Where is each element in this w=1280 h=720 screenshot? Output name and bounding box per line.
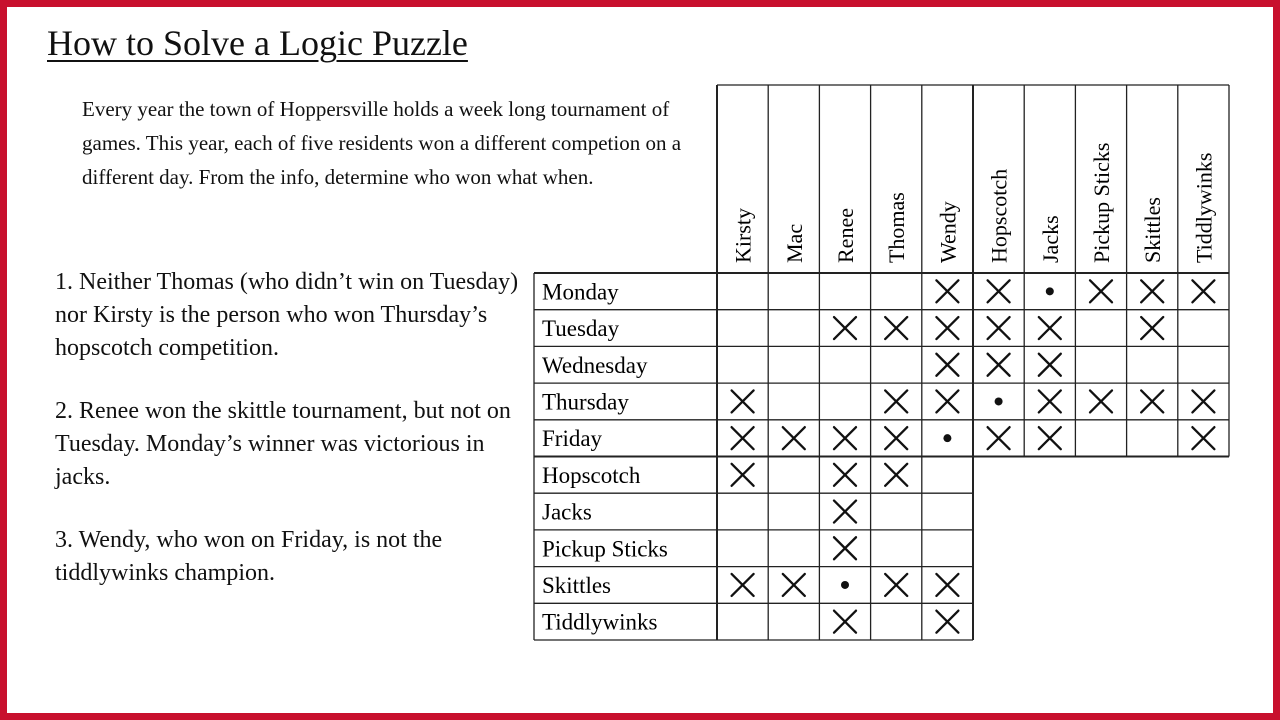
x-mark [834, 427, 856, 449]
x-mark [988, 427, 1010, 449]
puzzle-intro: Every year the town of Hoppersville holds a week long tournament of games. This year, each of five residents won a different competion on a different day. From the info, determine who won what when. [82, 97, 682, 189]
row-label-tiddlywinks: Tiddlywinks [542, 609, 658, 635]
column-labels [731, 143, 1217, 263]
clue-3: 3. Wendy, who won on Friday, is not the tiddlywinks champion. [55, 527, 443, 586]
x-mark [885, 574, 907, 596]
x-mark [1141, 280, 1163, 302]
x-mark [885, 317, 907, 339]
x-mark [1039, 317, 1061, 339]
row-label-pickup-sticks: Pickup Sticks [542, 536, 668, 562]
row-label-thursday: Thursday [542, 389, 629, 415]
row-label-monday: Monday [542, 279, 619, 305]
x-mark [1192, 390, 1214, 412]
x-mark [834, 464, 856, 486]
x-mark [1192, 280, 1214, 302]
row-label-tuesday: Tuesday [542, 316, 620, 342]
x-mark [936, 611, 958, 633]
x-mark [885, 427, 907, 449]
grid-marks [732, 280, 1215, 632]
x-mark [885, 464, 907, 486]
dot-mark [995, 397, 1003, 405]
clue-1: 1. Neither Thomas (who didn’t win on Tuesday) nor Kirsty is the person who won Thursday’s hopscotch competition. [55, 269, 519, 361]
x-mark [732, 574, 754, 596]
column-label-mac: Mac [781, 223, 807, 263]
dot-mark [1046, 287, 1054, 295]
dot-mark [841, 581, 849, 589]
column-label-renee: Renee [833, 208, 858, 263]
x-mark [988, 280, 1010, 302]
x-mark [732, 464, 754, 486]
x-mark [834, 537, 856, 559]
x-mark [936, 317, 958, 339]
row-label-wednesday: Wednesday [542, 352, 648, 378]
column-label-kirsty: Kirsty [730, 208, 756, 263]
x-mark [885, 390, 907, 412]
page-title: How to Solve a Logic Puzzle [47, 23, 468, 63]
x-mark [732, 427, 754, 449]
column-label-jacks: Jacks [1037, 215, 1063, 263]
x-mark [834, 317, 856, 339]
x-mark [1192, 427, 1214, 449]
column-label-tiddlywinks: Tiddlywinks [1191, 152, 1217, 263]
x-mark [1141, 317, 1163, 339]
x-mark [1039, 354, 1061, 376]
x-mark [936, 574, 958, 596]
dot-mark [943, 434, 951, 442]
x-mark [783, 574, 805, 596]
x-mark [1039, 427, 1061, 449]
column-label-wendy: Wendy [935, 201, 961, 263]
x-mark [936, 354, 958, 376]
x-mark [1141, 390, 1163, 412]
row-label-friday: Friday [542, 426, 603, 452]
x-mark [936, 390, 958, 412]
row-label-skittles: Skittles [542, 572, 612, 598]
x-mark [1039, 390, 1061, 412]
column-label-hopscotch: Hopscotch [986, 168, 1012, 263]
x-mark [834, 501, 856, 523]
row-label-jacks: Jacks [542, 499, 592, 525]
clue-2: 2. Renee won the skittle tournament, but not on Tuesday. Monday’s winner was victorious in jacks. [55, 398, 511, 490]
x-mark [1090, 390, 1112, 412]
x-mark [988, 354, 1010, 376]
row-label-hopscotch: Hopscotch [542, 462, 641, 488]
column-label-pickup-sticks: Pickup Sticks [1089, 142, 1114, 263]
x-mark [783, 427, 805, 449]
column-label-thomas: Thomas [884, 192, 910, 263]
clue-list [55, 266, 525, 620]
row-labels [542, 279, 668, 634]
x-mark [834, 611, 856, 633]
x-mark [1090, 280, 1112, 302]
x-mark [732, 390, 754, 412]
x-mark [988, 317, 1010, 339]
x-mark [936, 280, 958, 302]
column-label-skittles: Skittles [1140, 196, 1166, 263]
